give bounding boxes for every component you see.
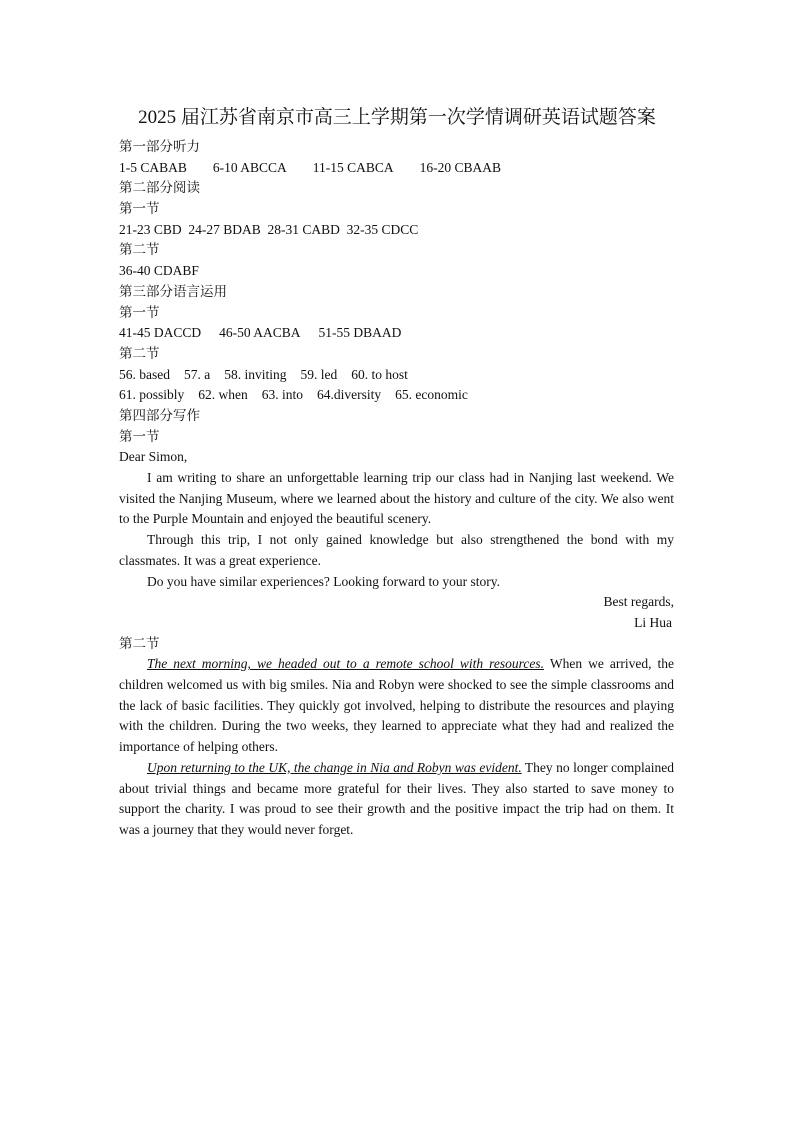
answer-group: 6-10 ABCCA [212, 159, 287, 175]
letter-paragraph: Do you have similar experiences? Looking forward to your story. [147, 573, 501, 589]
subsection-heading: 第一节 [119, 201, 160, 217]
paragraph-body: When we arrived, the children welcomed us with big smiles. Nia and Robyn were shocked to see the simple classrooms and the lack of basic facilities. They quickly got involved, helping to distribute the resources and playing with the children. During the two weeks, they learned to appreciate what they had and realized the importance of helping others. [119, 656, 674, 755]
letter-salutation: Dear Simon, [119, 449, 188, 465]
continuation-paragraph [119, 654, 674, 758]
letter-paragraph: I am writing to share an unforgettable learning trip our class had in Nanjing last weekend. We visited the Nanjing Museum, where we learned about the history and culture of the city. We also went to the Purple Mountain and enjoyed the beautiful scenery. [119, 470, 674, 527]
section-heading-reading: 第二部分阅读 [119, 180, 200, 196]
subsection-heading: 第二节 [119, 242, 160, 258]
subsection-heading: 第一节 [119, 304, 160, 320]
given-opening-sentence: The next morning, we headed out to a remote school with resources. [147, 656, 545, 672]
answer-group: 1-5 CABAB [119, 159, 187, 175]
reading-s1-answers: 21-23 CBD 24-27 BDAB 28-31 CABD 32-35 CDCC [119, 221, 419, 237]
language-s2-answers-row1 [119, 365, 674, 386]
answer-item: 64.diversity [317, 387, 382, 403]
paragraph-body: They no longer complained about trivial things and became more grateful for their lives. They also started to save money to support the charity. I was proud to see their growth and the positive impact the trip had on them. It was a journey that they would never forget. [119, 759, 674, 837]
answer-group: 41-45 DACCD [119, 325, 202, 341]
section-heading-language: 第三部分语言运用 [119, 283, 227, 299]
answer-item: 56. based [119, 366, 170, 382]
answer-group: 51-55 DBAAD [318, 325, 402, 341]
answer-group: 11-15 CABCA [312, 159, 394, 175]
continuation-paragraph [119, 758, 674, 841]
letter-signature: Li Hua [634, 614, 672, 630]
language-s2-answers-row2 [119, 385, 674, 406]
answer-item: 62. when [198, 387, 248, 403]
section-heading-listening: 第一部分听力 [119, 139, 200, 154]
subsection-heading: 第二节 [119, 635, 160, 651]
answer-content [119, 137, 674, 841]
letter-closing: Best regards, [603, 594, 674, 610]
listening-answers [119, 158, 674, 179]
answer-item: 63. into [261, 387, 304, 403]
subsection-heading: 第二节 [119, 345, 160, 361]
answer-item: 57. a [184, 366, 211, 382]
answer-item: 58. inviting [224, 366, 287, 382]
subsection-heading: 第一节 [119, 428, 160, 444]
answer-item: 61. possibly [119, 387, 185, 403]
answer-item: 59. led [300, 366, 338, 382]
answer-item: 65. economic [395, 387, 468, 403]
reading-s2-answers: 36-40 CDABF [119, 263, 199, 279]
document-title: 2025 届江苏省南京市高三上学期第一次学情调研英语试题答案 [138, 107, 656, 128]
answer-group: 16-20 CBAAB [419, 159, 502, 175]
section-heading-writing: 第四部分写作 [119, 407, 200, 423]
answer-item: 60. to host [351, 366, 408, 382]
language-s1-answers [119, 323, 674, 344]
answer-group: 46-50 AACBA [219, 325, 301, 341]
given-opening-sentence: Upon returning to the UK, the change in Nia and Robyn was evident. [147, 759, 522, 775]
letter-paragraph: Through this trip, I not only gained knowledge but also strengthened the bond with my classmates. It was a great experience. [119, 532, 674, 568]
